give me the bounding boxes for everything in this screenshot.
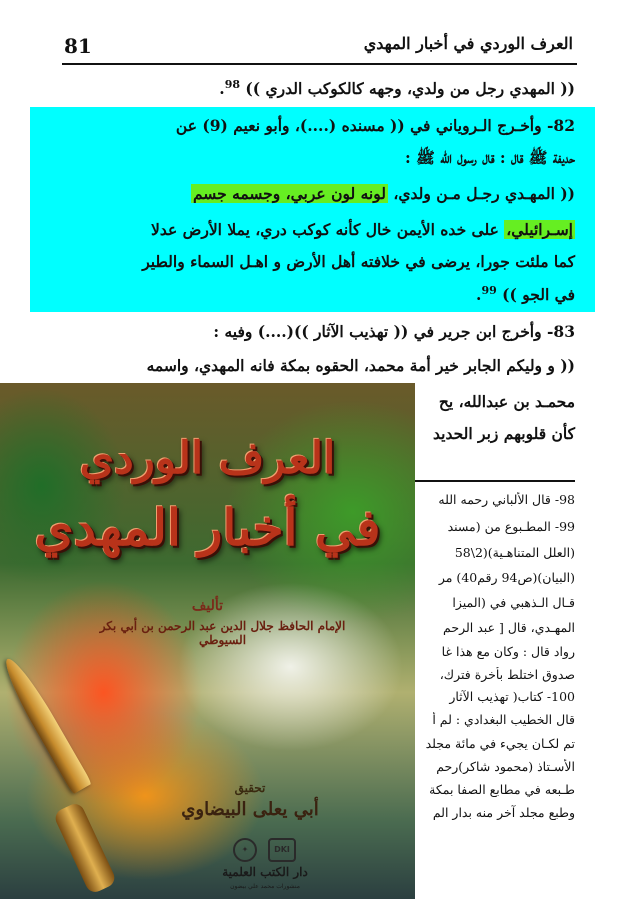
footnote-ref-99[interactable]: 99 (481, 284, 497, 297)
cover-editor: أبي يعلى البيضاوي (181, 799, 319, 820)
footnote-line: المهـدي، قال [ عبد الرحم (443, 620, 575, 635)
cover-title-line-1: العرف الوردي (79, 433, 336, 484)
hadith-82-text-f: في الجو )) (496, 285, 575, 305)
hadith-82-line-d (60, 220, 575, 239)
footnote-line: الأسـتاذ (محمود شاكر)رحم (436, 759, 575, 774)
cover-editor-label: تحقيق (234, 781, 266, 795)
book-cover-image (0, 383, 415, 899)
hadith-83-line-c: محمـد بن عبدالله، يح (438, 392, 575, 411)
hadith-83-line-d: كأن قلوبهم زبر الحديد (433, 424, 575, 443)
running-title: العرف الوردي في أخبار المهدي (363, 34, 573, 53)
footnote-ref-98[interactable]: 98 (224, 78, 241, 91)
hadith-82-line-c (60, 184, 575, 203)
cover-title-line-2: في أخبار المهدي (34, 498, 381, 557)
footnote-line: (البيان)(ص94 رقم40) مر (438, 570, 575, 585)
footnote-line: صدوق اختلط بأخرة فترك، (439, 667, 575, 682)
footnote-rule (400, 480, 575, 482)
header-rule (62, 63, 577, 65)
hadith-82-text-a: وأخـرج الـروياني في (( مسنده (....)، وأبو نعيم (9) عن (175, 116, 542, 135)
hadith-82-line-e: كما ملئت جورا، يرضى في خلافته أهل الأرض و اهـل السماء والطير (142, 252, 575, 271)
hadith-81-ending: (( المهدي رجل من ولدي، وجهه كالكوكب الدري )) $^{98}$. (219, 78, 575, 99)
hadith-82-text-c: (( المهـدي رجـل مـن ولدي، (387, 184, 575, 203)
footnote-line: 98- قال الألباني رحمه الله (438, 492, 575, 507)
footnote-line: طـبعه في مطابع الصفا بمكة (429, 782, 575, 797)
hadith-83-text-a: وأخرج ابن جرير في (( تهذيب الآثار ))(....) وفيه : (213, 322, 542, 341)
hadith-82-text-d: على خده الأيمن خال كأنه كوكب دري، يملا الأرض عدلا (151, 220, 505, 239)
footnote-line: قـال الـذهبي في (الميزا (452, 595, 575, 610)
cover-author: الإمام الحافظ جلال الدين عبد الرحمن بن أبي بكر السيوطي (99, 619, 346, 647)
footnote-line: 99- المطـبوع من (مسند (447, 519, 575, 534)
dki-logo: DKI (268, 838, 296, 862)
hadith-83-number: 83- (546, 322, 575, 341)
dagger-blade-illustration (0, 654, 92, 795)
hadith-83-line-a (60, 322, 575, 341)
highlight-box (30, 107, 595, 312)
footnote-line: وطبع مجلد آخر منه بدار الم (432, 805, 575, 820)
hadith-82-line-f: في الجو )) $^{99}$. (476, 284, 575, 305)
publisher-subtitle: منشورات محمد علي بيضون (230, 883, 300, 890)
hadith-82-line-a (60, 116, 575, 135)
publisher-name: دار الكتب العلمية (222, 865, 308, 879)
footnote-line: تم لكـان يجيء في مائة مجلد (425, 736, 575, 751)
footnote-line: 100- كتاب( تهذيب الآثار (449, 689, 575, 704)
footnote-line: رواد قال : وكان مع هذا غا (441, 644, 575, 659)
publisher-logo-icon: ✦ (233, 838, 257, 862)
green-highlight-1: لونه لون عربي، وجسمه جسم (192, 184, 386, 203)
hadith-81-text: (( المهدي رجل من ولدي، وجهه كالكوكب الدري )) (240, 79, 575, 99)
dagger-handle-illustration (52, 801, 117, 895)
page-number: 81 (64, 34, 92, 58)
green-highlight-2: إسـرائيلي، (506, 220, 573, 239)
hadith-82-number: 82- (546, 116, 575, 135)
hadith-82-line-b: حديفة ﷺ قال : قال رسول الله ﷺ : (404, 148, 575, 167)
footnote-line: قال الخطيب البغدادي : لم أ (432, 712, 575, 727)
hadith-83-line-b: (( و وليكم الجابر خير أمة محمد، الحقوه بمكة فانه المهدي، واسمه (146, 356, 575, 375)
footnote-line: (العلل المتناهـية)(2\58 (454, 545, 575, 560)
cover-author-label: تأليف (191, 598, 224, 614)
